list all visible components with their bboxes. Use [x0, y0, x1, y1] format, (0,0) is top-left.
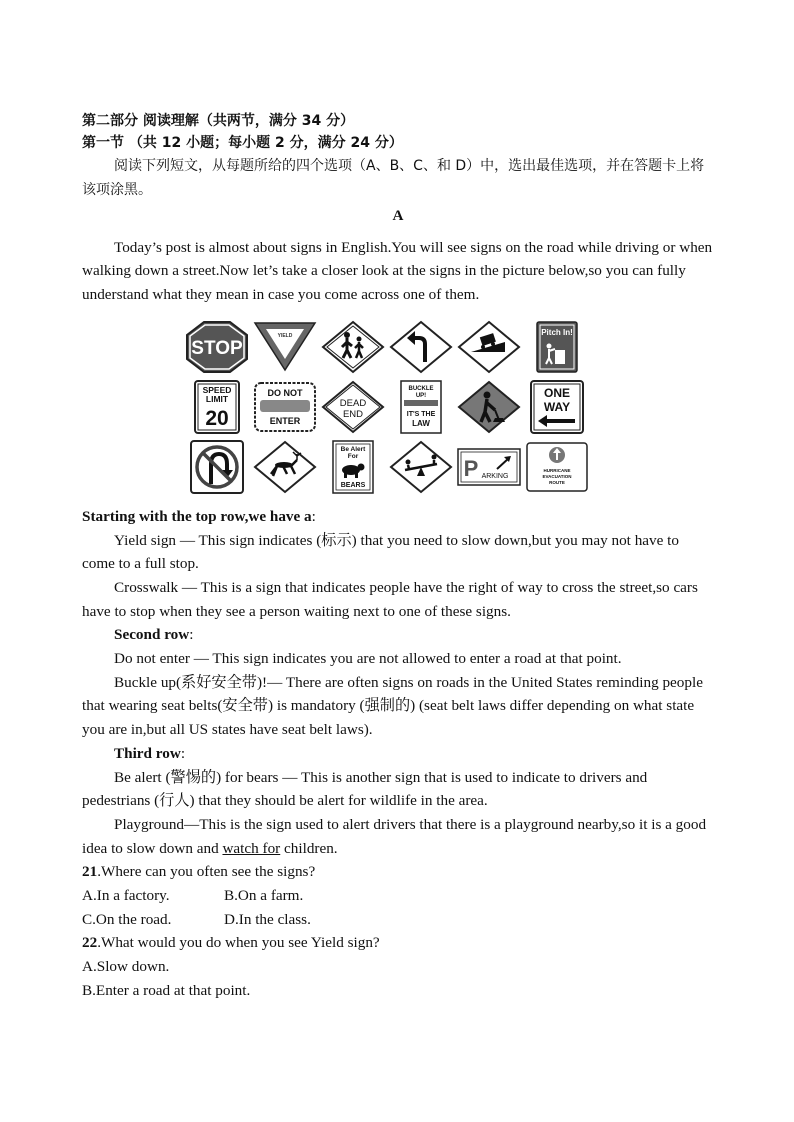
- question-22-option-a: A.Slow down.: [82, 958, 170, 976]
- for-text: For: [347, 452, 359, 460]
- one-text: ONE: [543, 385, 571, 400]
- bears-text: BEARS: [340, 481, 366, 489]
- top-row-colon: :: [311, 507, 316, 525]
- question-stem: .What would you do when you see Yield sign?: [97, 934, 380, 952]
- buckle-up-sign-icon: [389, 380, 453, 434]
- playground-text-a: Playground—This is the sign used to alert drivers that there is a playground nearby,so it is a good idea to slow down and: [82, 815, 707, 857]
- playground-sign-icon: [389, 440, 453, 494]
- no-u-turn-sign-icon: [185, 440, 249, 494]
- question-stem: .Where can you often see the signs?: [97, 863, 316, 881]
- question-number: 22: [82, 934, 98, 952]
- route-text: ROUTE: [549, 479, 565, 485]
- hurricane-route-sign-icon: [525, 440, 589, 494]
- signs-row-3: [185, 437, 589, 497]
- buckle-up-paragraph: Buckle up(系好安全带)!— There are often signs on roads in the United States reminding people that wearing seat belts(安全带) is mandatory (强制的) (seat belt laws differ depending on what state you are in,but all US states have seat belt laws).: [82, 673, 703, 739]
- option-b: B.On a farm.: [224, 887, 304, 905]
- end-text: END: [342, 408, 364, 420]
- way-text: WAY: [543, 399, 571, 414]
- crosswalk-paragraph: Crosswalk — This is a sign that indicates people have the right of way to cross the street,so cars have to stop when they see a person waiting next to one of these signs.: [82, 578, 698, 620]
- evacuation-text: EVACUATION: [542, 473, 572, 479]
- question-22-option-b: B.Enter a road at that point.: [82, 981, 251, 999]
- option-a: A.In a factory.: [82, 887, 170, 905]
- yield-sign-text: YIELD: [277, 332, 293, 339]
- deer-crossing-sign-icon: [253, 440, 317, 494]
- part-heading: 第二部分 阅读理解（共两节，满分 34 分）: [82, 113, 355, 129]
- underlined-phrase: watch for: [222, 839, 281, 857]
- parking-text: ARKING: [481, 472, 509, 480]
- top-row-heading: [82, 505, 714, 529]
- instruction: 阅读下列短文，从每题所给的四个选项（A、B、C、和 D）中，选出最佳选项，并在答题卡上将该项涂黑。: [82, 158, 705, 198]
- speed-value-text: 20: [205, 406, 229, 430]
- question-21: [82, 860, 714, 884]
- yield-sign-icon: [253, 320, 317, 374]
- intro-paragraph: Today’s post is almost about signs in English.You will see signs on the road while driving or when walking down a street.Now let’s take a closer look at the signs in the picture below,so you can fully understand what they mean in case you come across one of them.: [82, 238, 713, 304]
- hill-truck-sign-icon: [457, 320, 521, 374]
- playground-paragraph: [82, 813, 714, 860]
- stop-sign-text: STOP: [191, 337, 243, 359]
- up-text: UP!: [415, 392, 427, 399]
- dead-text: DEAD: [339, 397, 367, 409]
- passage-label: A: [392, 207, 404, 224]
- bears-paragraph: Be alert (警惕的) for bears — This is another sign that is used to indicate to drivers and pedestrians (行人) that they should be alert for wildlife in the area.: [82, 768, 648, 810]
- speed-limit-sign-icon: [185, 380, 249, 434]
- playground-text-b: children.: [280, 839, 338, 857]
- parking-sign-icon: [457, 440, 521, 494]
- question-22: [82, 931, 714, 955]
- road-work-sign-icon: [457, 380, 521, 434]
- top-row-heading-text: Starting with the top row,we have a: [82, 507, 312, 525]
- one-way-sign-icon: [525, 380, 589, 434]
- signs-row-2: [185, 377, 589, 437]
- pitch-in-sign-icon: [525, 320, 589, 374]
- question-number: 21: [82, 863, 98, 881]
- third-row-heading: [82, 742, 714, 766]
- hurricane-text: HURRICANE: [543, 467, 571, 473]
- option-c: C.On the road.: [82, 910, 172, 928]
- be-alert-text: Be Alert: [340, 445, 366, 453]
- limit-text: LIMIT: [205, 393, 229, 404]
- buckle-text: BUCKLE: [408, 385, 434, 392]
- yield-paragraph: Yield sign — This sign indicates (标示) that you need to slow down,but you may not have to come to a full stop.: [82, 531, 679, 573]
- second-row-colon: :: [189, 626, 194, 644]
- question-21-options-row-2: [82, 908, 714, 932]
- third-row-colon: :: [180, 744, 186, 762]
- question-21-options-row-1: [82, 884, 714, 908]
- turn-arrow-sign-icon: [389, 320, 453, 374]
- do-not-text: DO NOT: [267, 387, 303, 398]
- option-d: D.In the class.: [224, 910, 311, 928]
- bears-sign-icon: [321, 440, 385, 494]
- dead-end-sign-icon: [321, 380, 385, 434]
- crosswalk-sign-icon: [321, 320, 385, 374]
- second-row-heading-text: Second row: [114, 626, 190, 644]
- enter-text: ENTER: [269, 415, 301, 426]
- signs-figure: [185, 317, 589, 497]
- pitch-in-text: Pitch In!: [541, 327, 573, 337]
- stop-sign-icon: [185, 320, 249, 374]
- signs-row-1: [185, 317, 589, 377]
- law-text: LAW: [412, 418, 430, 428]
- do-not-enter-paragraph: Do not enter — This sign indicates you are not allowed to enter a road at that point.: [114, 650, 622, 668]
- parking-p-text: P: [463, 455, 479, 481]
- second-row-heading: [82, 623, 714, 647]
- third-row-heading-text: Third row: [114, 744, 181, 762]
- section-heading: 第一节 （共 12 小题；每小题 2 分，满分 24 分）: [82, 135, 403, 151]
- document-page: [82, 110, 714, 1003]
- its-the-text: IT'S THE: [406, 410, 436, 418]
- do-not-enter-sign-icon: [253, 380, 317, 434]
- speed-text: SPEED: [202, 384, 232, 395]
